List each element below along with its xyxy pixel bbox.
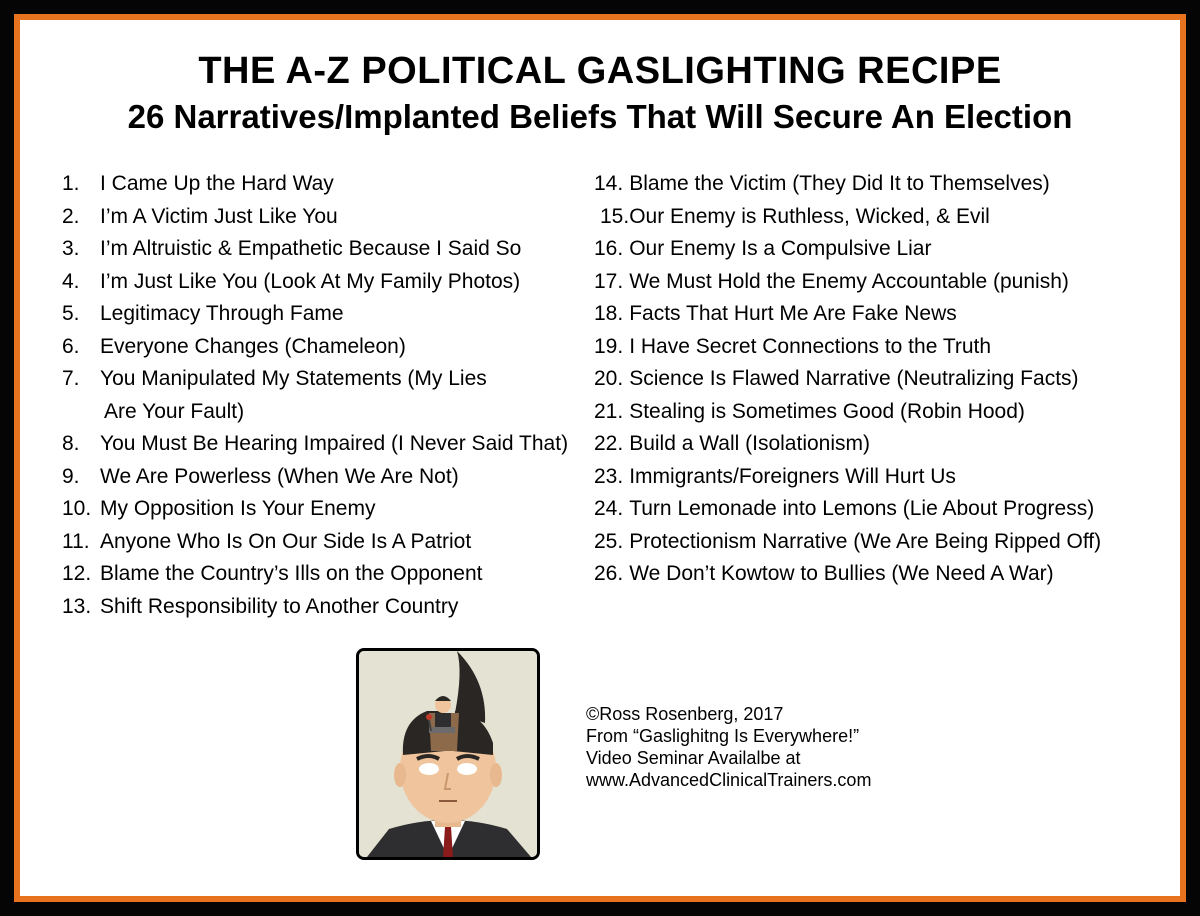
copyright-credit	[586, 703, 871, 791]
list-item	[594, 298, 1164, 331]
item-text: You Must Be Hearing Impaired (I Never Said That)	[100, 432, 569, 455]
list-item	[62, 168, 582, 201]
item-number: 15.	[600, 204, 630, 228]
item-number: 17.	[594, 269, 624, 293]
item-text: Protectionism Narrative (We Are Being Ripped Off)	[629, 529, 1102, 553]
item-text: Build a Wall (Isolationism)	[629, 432, 870, 455]
item-number: 12.	[62, 562, 92, 585]
item-text: Facts That Hurt Me Are Fake News	[629, 302, 957, 325]
item-number: 2.	[62, 204, 80, 228]
item-number: 19.	[594, 334, 624, 358]
item-number: 6.	[62, 334, 80, 358]
item-text: Blame the Country’s Ills on the Opponent	[100, 562, 483, 585]
credit-line: ©Ross Rosenberg, 2017	[586, 704, 784, 724]
item-number: 11.	[62, 529, 90, 553]
list-item	[594, 396, 1164, 429]
item-number: 23.	[594, 464, 624, 488]
list-item	[62, 331, 582, 364]
list-item	[594, 428, 1164, 461]
item-text: Everyone Changes (Chameleon)	[100, 334, 406, 358]
list-item	[594, 201, 1164, 234]
credit-website: www.AdvancedClinicalTrainers.com	[586, 770, 872, 790]
list-item	[62, 266, 582, 299]
narratives-list-left	[62, 168, 582, 623]
list-item	[62, 363, 582, 396]
list-item	[62, 591, 582, 624]
list-item	[62, 461, 582, 494]
item-number: 18.	[594, 302, 624, 325]
credit-line: From “Gaslighitng Is Everywhere!”	[586, 726, 860, 746]
item-number: 24.	[594, 497, 624, 520]
list-item	[594, 233, 1164, 266]
item-text: Shift Responsibility to Another Country	[100, 594, 459, 618]
list-item	[594, 331, 1164, 364]
list-item	[62, 493, 582, 526]
item-text: You Manipulated My Statements (My Lies	[100, 367, 487, 390]
item-text: Our Enemy is Ruthless, Wicked, & Evil	[629, 204, 990, 228]
list-item	[594, 558, 1164, 591]
item-text: Anyone Who Is On Our Side Is A Patriot	[100, 529, 472, 553]
item-number: 14.	[594, 172, 624, 195]
item-number: 16.	[594, 237, 624, 260]
list-item	[594, 526, 1164, 559]
item-number: 1.	[62, 172, 80, 195]
item-text: I’m Altruistic & Empathetic Because I Said So	[100, 237, 522, 260]
item-text: Science Is Flawed Narrative (Neutralizing Facts)	[629, 367, 1079, 390]
item-text: I’m Just Like You (Look At My Family Photos)	[100, 269, 521, 293]
list-item	[62, 201, 582, 234]
item-text: Blame the Victim (They Did It to Themselves)	[629, 172, 1050, 195]
item-text: Legitimacy Through Fame	[100, 302, 344, 325]
list-item	[62, 558, 582, 591]
list-item	[62, 526, 582, 559]
list-item	[594, 493, 1164, 526]
list-item-continuation: Are Your Fault)	[104, 399, 245, 423]
item-number: 3.	[62, 237, 80, 260]
list-item	[594, 461, 1164, 494]
item-text: I Came Up the Hard Way	[100, 172, 334, 195]
item-text: Turn Lemonade into Lemons (Lie About Progress)	[629, 497, 1095, 520]
puppet-head-illustration-icon	[359, 651, 537, 857]
list-item	[62, 298, 582, 331]
credit-line: Video Seminar Availalbe at	[586, 748, 801, 768]
item-text: We Must Hold the Enemy Accountable (punish)	[629, 269, 1069, 293]
item-number: 13.	[62, 594, 92, 618]
item-text: We Don’t Kowtow to Bullies (We Need A War)	[629, 562, 1054, 585]
item-number: 4.	[62, 269, 80, 293]
item-number: 10.	[62, 497, 92, 520]
item-text: We Are Powerless (When We Are Not)	[100, 464, 459, 488]
item-number: 21.	[594, 399, 624, 423]
item-text: My Opposition Is Your Enemy	[100, 497, 376, 520]
item-number: 20.	[594, 367, 624, 390]
list-item	[62, 233, 582, 266]
page-title: THE A-Z POLITICAL GASLIGHTING RECIPE	[198, 50, 1002, 92]
page-subtitle: 26 Narratives/Implanted Beliefs That Will Secure An Election	[127, 98, 1073, 135]
list-item	[594, 363, 1164, 396]
item-number: 5.	[62, 302, 80, 325]
item-text: Immigrants/Foreigners Will Hurt Us	[629, 464, 956, 488]
item-number: 26.	[594, 562, 624, 585]
item-text: I’m A Victim Just Like You	[100, 204, 338, 228]
list-item	[62, 428, 582, 461]
cartoon-illustration	[356, 648, 540, 860]
item-number: 9.	[62, 464, 80, 488]
item-number: 25.	[594, 529, 624, 553]
item-number: 7.	[62, 367, 80, 390]
item-number: 22.	[594, 432, 624, 455]
list-item	[594, 168, 1164, 201]
item-number: 8.	[62, 432, 80, 455]
narratives-list-right	[594, 168, 1164, 591]
item-text: I Have Secret Connections to the Truth	[629, 334, 992, 358]
list-item	[594, 266, 1164, 299]
item-text: Our Enemy Is a Compulsive Liar	[629, 237, 932, 260]
item-text: Stealing is Sometimes Good (Robin Hood)	[629, 399, 1025, 423]
poster-card	[20, 20, 1180, 896]
